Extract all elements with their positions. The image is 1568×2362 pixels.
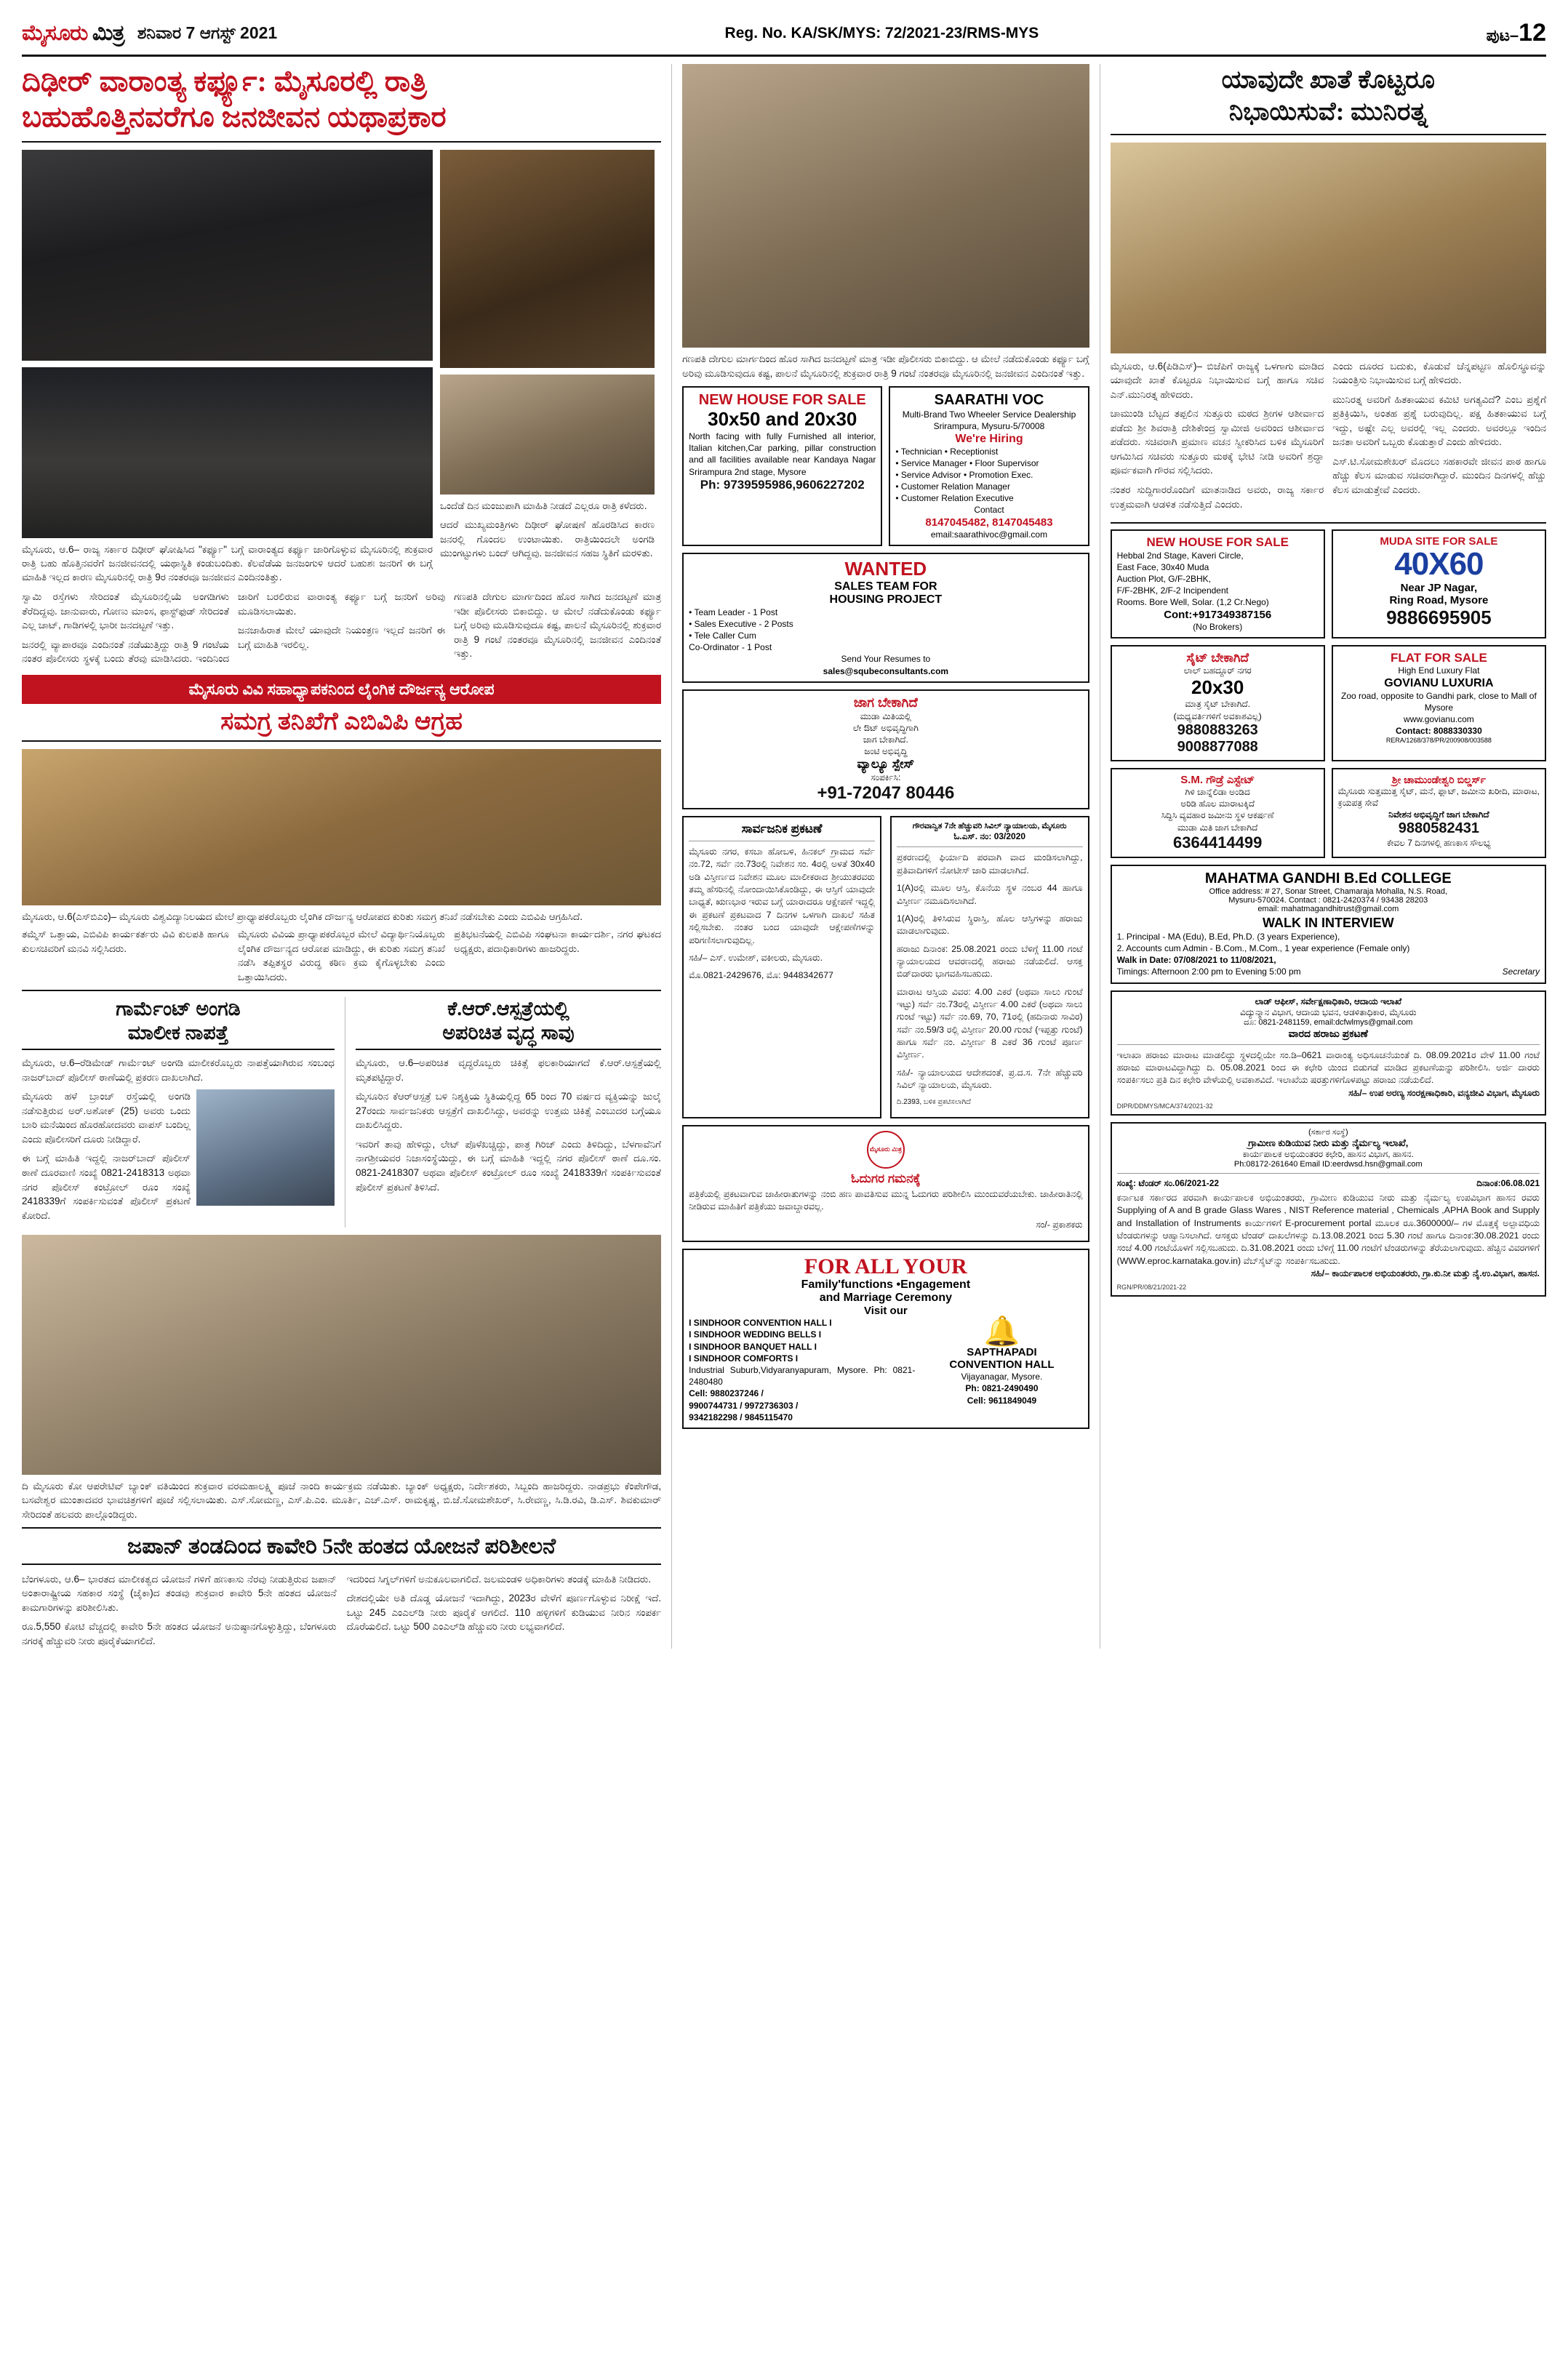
mahatma-addr2: Mysuru-570024. Contact : 0821-2420374 / 93438 28203	[1228, 895, 1428, 905]
hebbal-l2: East Face, 30x40 Muda	[1116, 561, 1209, 572]
logo-second: ಮಿತ್ರ	[92, 20, 124, 45]
saarathi-role1: • Technician • Receptionist	[895, 446, 999, 457]
muda-kn-l3: ಲೇ ಔಟ್ ಅಭಿವೃದ್ಧಿಗಾಗಿ	[852, 722, 919, 733]
wedding-l3: and Marriage Ceremony	[819, 1292, 952, 1305]
publication-date: ಶನಿವಾರ 7 ಆಗಸ್ಟ್ 2021	[137, 23, 278, 42]
shop-title-line2: ಮಾಲೀಕ ನಾಪತ್ತೆ	[127, 1021, 229, 1044]
flat-contact[interactable]: Contact: 8088330330	[1396, 726, 1482, 737]
logo-main: ಮೈಸೂರು	[22, 20, 88, 45]
reader-notice-sign: ಸಂ/- ಪ್ರಕಾಶಕರು	[1036, 1219, 1083, 1230]
ad-new-house-30x50[interactable]	[682, 386, 882, 546]
saarathi-sub1: Multi-Brand Two Wheeler Service Dealership	[902, 409, 1076, 420]
muda-site-loc1: Near JP Nagar,	[1400, 581, 1478, 594]
cdf-l2: ವಿದ್ಯುನ್ಮಾನ ವಿಭಾಗ, ಆದಾಯ ಭವನ, ಆಡಳಿತಾಧಿಕಾರ, ಮೈಸೂರು	[1239, 1006, 1417, 1017]
wedding-hall-cell[interactable]: Cell: 9611849049	[967, 1395, 1037, 1406]
chamundeshwari-l2: ಮೈಸೂರು ಸುತ್ತಮುತ್ತ ಸೈಟ್, ಮನೆ, ಫ್ಲಾಟ್, ಜಮೀನು ಖರೀದಿ, ಮಾರಾಟ, ಕ್ರಯಪತ್ರ ಸೇವೆ	[1337, 785, 1540, 809]
cdf-head: ವಾರದ ಹರಾಜು ಪ್ರಕಟಣೆ	[1288, 1027, 1368, 1039]
site-kn-ph2[interactable]: 9008877088	[1177, 738, 1258, 755]
right-col1-p2: ಚಾಮುಂಡಿ ಬೆಟ್ಟದ ತಪ್ಪಲಿನ ಸುತ್ತೂರು ಮಠದ ಶ್ರೀಗಳ ಆಶೀರ್ವಾದ ಪಡೆದು ಶ್ರೀ ಶಿವರಾತ್ರಿ ದೇಶಿಕೇಂದ್ರ ಸ್ವಾಮೀಜಿ ಅವರಿಂದ ಆಶೀರ್ವಾದ ಪಡೆದರು. ಸಚಿವರಾಗಿ ಪ್ರಮಾಣ ವಚನ ಸ್ವೀಕರಿಸಿದ ಬಳಿಕ ಮೈಸೂರಿಗೆ ಆಗಮಿಸಿದ ಸಚಿವರು ಸುತ್ತೂರು ಮಠಕ್ಕೆ ಭೇಟಿ ನೀಡಿ ಅವರಿಗೆ ಶ್ರದ್ಧಾ ಪೂರ್ವಕವಾಗಿ ಗೌರವ ಸಲ್ಲಿಸಿದರು.	[1110, 408, 1324, 476]
page-number-label	[1487, 19, 1546, 47]
gramin-sign: ಸಹಿ/– ಕಾರ್ಯಪಾಲಕ ಅಭಿಯಂತರರು, ಗ್ರಾ.ಕು.ನೀ ಮತ್ತು ನೈ.ಉ.ವಿಭಾಗ, ಹಾಸನ.	[1311, 1268, 1540, 1279]
lead-headline-line1: ದಿಢೀರ್ ವಾರಾಂತ್ಯ ಕರ್ಫ್ಯೂ: ಮೈಸೂರಲ್ಲಿ ರಾತ್ರಿ	[22, 65, 427, 97]
page-number: 12	[1519, 19, 1546, 47]
notices-row	[682, 816, 1089, 1124]
hospital-title-line1: ಕೆ.ಆರ್.ಆಸ್ಪತ್ರೆಯಲ್ಲಿ	[447, 998, 569, 1020]
flat-l1: High End Luxury Flat	[1398, 665, 1480, 676]
abvp-p2: ಮೈಸೂರು ವಿವಿಯ ಪ್ರಾಧ್ಯಾಪಕರೊಬ್ಬರ ಮೇಲೆ ವಿದ್ಯಾರ್ಥಿನಿಯೊಬ್ಬರು ಲೈಂಗಿಕ ದೌರ್ಜನ್ಯದ ಆರೋಪ ಮಾಡಿದ್ದು, ಈ ಕುರಿತು ಸಮಗ್ರ ತನಿಖೆ ನಡೆಸಿ ತಪ್ಪಿತಸ್ಥರ ವಿರುದ್ಧ ಕಠಿಣ ಕ್ರಮ ಕೈಗೊಳ್ಳಬೇಕು ಎಂದು ಒತ್ತಾಯಿಸಿದರು.	[238, 929, 446, 982]
gramin-l2: ಕಾರ್ಯಪಾಲಕ ಅಭಿಯಂತರರ ಕಛೇರಿ, ಹಾಸನ ವಿಭಾಗ, ಹಾಸನ.	[1242, 1148, 1414, 1159]
missing-man-portrait	[196, 1089, 335, 1206]
court-notice	[890, 816, 1089, 1118]
saarathi-phones[interactable]: 8147045482, 8147045483	[925, 516, 1053, 529]
court-p2: 1(A)ರಲ್ಲಿ ಮೂಲ ಆಸ್ತಿ, ಕೊನೆಯ ಸ್ಥಳ ನಂಬರ 44 ಹಾಗೂ ವಿಸ್ತೀರ್ಣ ನಮೂದಿಸಲಾಗಿದೆ.	[896, 883, 1083, 906]
middle-column	[682, 64, 1089, 1649]
cdf-phone[interactable]: ದೂ: 0821-2481159, email:dcfwlmys@gmail.com	[1244, 1017, 1413, 1027]
lead-body-p4: ಗಣಪತಿ ದೇಗುಲ ಮಾರ್ಗದಿಂದ ಹೊರ ಸಾಗಿದ ಜನದಟ್ಟಣೆ ಮಾತ್ರ ಇಡೀ ಪೊಲೀಸರು ಬಿಕಾಬಿದ್ದು. ಆ ಮೇಲೆ ನಡೆದುಕೊಂಡು ಕರ್ಫ್ಯೂ ಬಗ್ಗೆ ಅರಿವು ಮೂಡಿಸುವುದೂ ಕಷ್ಟ, ಪಾಲನೆ ಮೈಸೂರಿನಲ್ಲಿ ಶುಕ್ರವಾರ ರಾತ್ರಿ 9 ಗಂಟೆ ನಂತರವೂ ಮೈಸೂರಿನಲ್ಲಿ ಜನಜೀವನ ಎಂದಿನಂತೆ ಇತ್ತು.	[454, 591, 662, 660]
sm-l2: ಅರಿಡಿ ಹೊಲ ಮಾರಾಟಕ್ಕಿದೆ	[1180, 798, 1255, 809]
site-kn-l3: (ಮಧ್ಯವರ್ತಿಗಳಿಗೆ ಅವಕಾಶವಿಲ್ಲ)	[1173, 710, 1262, 721]
muda-site-size: 40X60	[1394, 546, 1484, 583]
court-notice-body	[897, 852, 1083, 1107]
ad-wanted-sales-team[interactable]	[682, 553, 1089, 683]
night-street-crowd-photo	[22, 150, 433, 361]
wedding-addr: Industrial Suburb,Vidyaranyapuram, Mysore. Ph: 0821-2480480	[689, 1364, 916, 1388]
hebbal-l3: Auction Plot, G/F-2BHK,	[1116, 574, 1211, 585]
site-kn-l1: ಲಾಲ್ ಬಹದ್ದೂರ್ ನಗರ	[1183, 665, 1252, 676]
wedding-bell-icon: 🔔	[983, 1316, 1020, 1348]
wedding-l4: Visit our	[863, 1305, 908, 1318]
ad-reader-notice	[682, 1125, 1089, 1243]
sm-phone[interactable]: 6364414499	[1173, 833, 1263, 852]
japan-headline: ಜಪಾನ್ ತಂಡದಿಂದ ಕಾವೇರಿ 5ನೇ ಹಂತದ ಯೋಜನೆ ಪರಿಶೀಲನೆ	[22, 1534, 661, 1565]
group-photo-caption: ದಿ ಮೈಸೂರು ಕೋ ಆಪರೇಟಿವ್ ಬ್ಯಾಂಕ್ ವತಿಯಿಂದ ಶುಕ್ರವಾರ ವರಮಹಾಲಕ್ಷ್ಮಿ ಪೂಜೆ ನಾಂದಿ ಕಾರ್ಯಕ್ರಮ ನಡೆಯಿತು. ಬ್ಯಾಂಕ್ ಅಧ್ಯಕ್ಷರು, ನಿರ್ದೇಶಕರು, ಸಿಬ್ಬಂದಿ ಹಾಜರಿದ್ದರು. ನಾಡಪ್ರಭು ಕೆಂಪೇಗೌಡ, ಬಸವೇಶ್ವರ ಮುಂತಾದವರ ಭಾವಚಿತ್ರಗಳಿಗೆ ಪೂಜೆ ಸಲ್ಲಿಸಲಾಯಿತು. ಎಸ್.ಸೋಮಣ್ಣ, ಎಸ್.ಪಿ.ಎಂ. ಮೂರ್ತಿ, ಎಚ್.ಎಸ್. ರಾಮಕೃಷ್ಣ, ಬಿ.ಜೆ.ಸೋಮಶೇಖರ್, ಸಿ.ರೇವಣ್ಣ, ಸಿ.ಡಿ.ರವಿ, ಡಿ.ಎಸ್. ಶಿವಕುಮಾರ್ ಸೇರಿದಂತೆ ಹಲವರು ಪಾಲ್ಗೊಂಡಿದ್ದರು.	[22, 1481, 662, 1520]
muda-kn-l4: ಜಾಗ ಬೇಕಾಗಿದೆ.	[863, 734, 908, 745]
ad-hebbal-house[interactable]	[1111, 529, 1325, 638]
right-col1-p3: ನಂತರ ಸುದ್ದಿಗಾರರೊಂದಿಗೆ ಮಾತನಾಡಿದ ಅವರು, ರಾಜ್ಯ ಸರ್ಕಾರ ಉತ್ತಮವಾಗಿ ಆಡಳಿತ ನಡೆಸುತ್ತಿದೆ ಎಂದರು.	[1110, 484, 1324, 510]
story-shop	[22, 997, 335, 1228]
wedding-ph1[interactable]: Cell: 9880237246 /	[689, 1388, 764, 1399]
lead-mid-p1: ಒಂದೆಡೆ ದಿನ ಮಂಜುಪಾಗಿ ಮಾಹಿತಿ ನೀಡದೆ ಎಲ್ಲರೂ ರಾತ್ರಿ ಕಳೆದರು.	[440, 500, 647, 511]
muda-kn-l5: ಜಂಟಿ ಅಭಿವೃದ್ಧಿ	[864, 746, 908, 757]
chamundeshwari-l1: ಶ್ರೀ ಚಾಮುಂಡೇಶ್ವರಿ ಬಿಲ್ಡರ್ಸ್	[1391, 773, 1486, 785]
public-notice-p3: ಮೊ.0821-2429676, ಮೊ: 9448342677	[689, 970, 833, 981]
hebbal-phone[interactable]: Cont:+917349387156	[1164, 608, 1272, 621]
ad-muda-space-wanted[interactable]	[682, 689, 1089, 810]
hospital-p1: ಮೈಸೂರು, ಆ.6–ಅಪರಿಚಿತ ವೃದ್ಧರೊಬ್ಬರು ಚಿಕಿತ್ಸೆ ಫಲಕಾರಿಯಾಗದೆ ಕೆ.ಆರ್.ಆಸ್ಪತ್ರೆಯಲ್ಲಿ ಮೃತಪಟ್ಟಿದ್ದಾರೆ.	[356, 1057, 661, 1083]
abvp-caption: ಮೈಸೂರು, ಆ.6(ಎಸ್‌ಬಿಎಂ)– ಮೈಸೂರು ವಿಶ್ವವಿದ್ಯಾನಿಲಯದ ಮೇಲೆ ಪ್ರಾಧ್ಯಾಪಕರೊಬ್ಬರು ಲೈಂಗಿಕ ದೌರ್ಜನ್ಯ ಆರೋಪದ ಕುರಿತು ಸಮಗ್ರ ತನಿಖೆ ನಡೆಸಬೇಕು ಎಂದು ಎಬಿವಿಪಿ ಆಗ್ರಹಿಸಿದೆ.	[22, 910, 583, 922]
right-col1	[1111, 359, 1324, 517]
abvp-p3: ಪ್ರತಿಭಟನೆಯಲ್ಲಿ ಎಬಿವಿಪಿ ಸಂಘಟನಾ ಕಾರ್ಯದರ್ಶಿ, ನಗರ ಘಟಕದ ಅಧ್ಯಕ್ಷರು, ಪದಾಧಿಕಾರಿಗಳು ಹಾಜರಿದ್ದರು.	[454, 929, 662, 954]
court-p5: ಮಾರಾಟ ಆಸ್ತಿಯ ವಿವರ: 4.00 ಎಕರೆ (ಅಥವಾ ಸಾಲು ಗುಂಟೆ ಇಟ್ಟು) ಸರ್ವೆ ನಂ.73ರಲ್ಲಿ ವಿಸ್ತೀರ್ಣ 4.00 ಎಕರೆ (ಅಥವಾ ಸಾಲು ಗುಂಟೆ ಇಟ್ಟು) ಸರ್ವೆ ನಂ.69, 70, 71ರಲ್ಲಿ (ಹದಿನಾರು ಸಾವಿರ) ಸರ್ವೆ ನಂ.59/3 ರಲ್ಲಿ ವಿಸ್ತೀರ್ಣ 20.00 ಗುಂಟೆ (ಇಪ್ಪತ್ತು ಗುಂಟೆ) ಹಾಗೂ ಸರ್ವೆ ನಂ. ವಿಸ್ತೀರ್ಣ 8 ಎಕರೆ 36 ಗುಂಟೆ ಪೂರ್ಣ ವಿಸ್ತೀರ್ಣ.	[896, 986, 1083, 1060]
wedding-l1: FOR ALL YOUR	[804, 1254, 967, 1279]
court-p3: 1(A)ರಲ್ಲಿ ತಿಳಿಸಿರುವ ಸ್ಥಿರಾಸ್ತಿ, ಹೊಲ ಆಸ್ತಿಗಳನ್ನು ಹರಾಜು ಮಾಡಲಾಗುವುದು.	[896, 913, 1083, 937]
lead-body-p3: ಜನಜಾಹಿರಾತ ಮೇಲೆ ಯಾವುದೇ ನಿಯಂತ್ರಣ ಇಲ್ಲದೆ ಜನರಿಗೆ ಈ ಬಗ್ಗೆ ಮಾಹಿತಿ ಇರಲಿಲ್ಲ.	[238, 625, 446, 650]
reader-notice-title: ಓದುಗರ ಗಮನಕ್ಕೆ	[851, 1171, 921, 1185]
mahatma-post2: 2. Accounts cum Admin - B.Com., M.Com., 1 year experience (Female only)	[1116, 942, 1410, 953]
muda-kn-brand: ವ್ಯಾಲ್ಯೂ ಸ್ಪೇಸ್	[857, 757, 915, 772]
mahatma-title: MAHATMA GANDHI B.Ed COLLEGE	[1204, 870, 1452, 886]
story-hospital	[356, 997, 661, 1228]
shop-p3: ಈ ಬಗ್ಗೆ ಮಾಹಿತಿ ಇದ್ದಲ್ಲಿ ನಾಜರ್‌ಬಾದ್ ಪೊಲೀಸ್ ಠಾಣೆ ದೂರವಾಣಿ ಸಂಖ್ಯೆ 0821-2418313 ಅಥವಾ ನಗರ ಪೊಲೀಸ್ ಕಂಟ್ರೋಲ್ ರೂಂ ಸಂಖ್ಯೆ 2418339ಗೆ ಸಂಪರ್ಕಿಸುವಂತೆ ಪೊಲೀಸ್ ಪ್ರಕಟಣೆ ಕೋರಿದೆ.	[22, 1153, 191, 1221]
court-p1: ಪ್ರಕರಣದಲ್ಲಿ ಫಿರ್ಯಾದಿ ಪರವಾಗಿ ವಾದ ಮಂಡಿಸಲಾಗಿದ್ದು, ಪ್ರತಿವಾದಿಗಳಿಗೆ ನೋಟೀಸ್ ಜಾರಿ ಮಾಡಲಾಗಿದೆ.	[896, 852, 1083, 876]
cdf-sign: ಸಹಿ/– ಉಪ ಅರಣ್ಯ ಸಂರಕ್ಷಣಾಧಿಕಾರಿ, ವನ್ಯಜೀವಿ ವಿಭಾಗ, ಮೈಸೂರು	[1348, 1087, 1540, 1098]
liquor-shop-crowd-photo	[440, 150, 655, 368]
mahatma-addr1: Office address: # 27, Sonar Street, Chamaraja Mohalla, N.S. Road,	[1209, 886, 1448, 896]
ad-flat-for-sale[interactable]	[1332, 645, 1546, 761]
wedding-item3: I SINDHOOR BANQUET HALL I	[689, 1341, 817, 1352]
page-label-text: ಪುಟ–	[1486, 26, 1519, 44]
gramin-tender-no: ಸಂಖ್ಯೆ: ಟೆಂಡರ್ ಸಂ.06/2021-22	[1116, 1177, 1220, 1188]
saarathi-role2: • Service Manager • Floor Supervisor	[895, 457, 1039, 468]
court-ref: ದಿ.2393, ಬಳಿಕ ಪ್ರಕಟಿಸಲಾಗಿದೆ	[896, 1097, 971, 1106]
public-notice-body	[689, 846, 875, 982]
site-kn-l2: ಮಾತ್ರ ಸೈಟ್ ಬೇಕಾಗಿದೆ.	[1185, 699, 1251, 710]
wanted-item3: • Tele Caller Cum	[689, 630, 756, 641]
ad-saarathi-voc[interactable]	[889, 386, 1089, 546]
cdf-l1: ಲಾಡ್ ಆಫೀಸ್, ಸರ್ವೇಕ್ಷಣಾಧಿಕಾರಿ, ಆದಾಯ ಇಲಾಖೆ	[1255, 996, 1402, 1006]
gramin-l1: ಗ್ರಾಮೀಣ ಕುಡಿಯುವ ನೀರು ಮತ್ತು ನೈರ್ಮಲ್ಯ ಇಲಾಖೆ,	[1248, 1137, 1409, 1148]
cdf-ref: DIPR/DDMYS/MCA/374/2021-32	[1116, 1102, 1213, 1110]
lead-mid-text	[440, 499, 655, 561]
mahatma-post1: 1. Principal - MA (Edu), B.Ed, Ph.D. (3 years Experience),	[1116, 931, 1340, 942]
shop-p2: ಮೈಸೂರು ಹಳೆ ಬ್ರಾಂಚ್ ರಸ್ತೆಯಲ್ಲಿ ಅಂಗಡಿ ನಡೆಸುತ್ತಿರುವ ಅರ್.ಅಶೋಕ್ (25) ಅವರು ಒಂದು ಬಾರಿ ಮನೆಯಿಂದ ಹೊರಹೋದವರು ವಾಪಸ್ ಬಂದಿಲ್ಲ ಎಂದು ಪೊಲೀಸರಿಗೆ ದೂರು ನೀಡಿದ್ದಾರೆ.	[22, 1091, 191, 1145]
lead-headline-line2: ಬಹುಹೊತ್ತಿನವರೆಗೂ ಜನಜೀವನ ಯಥಾಪ್ರಕಾರ	[22, 100, 447, 133]
right-col2	[1332, 359, 1546, 517]
bank-puja-group-photo	[22, 1235, 661, 1475]
mid-col-text	[682, 352, 1089, 380]
chamundeshwari-note: ಕೇವಲ 7 ದಿನಗಳಲ್ಲಿ ಹಣಕಾಸ ಸೌಲಭ್ಯ	[1387, 838, 1491, 849]
saarathi-role5: • Customer Relation Executive	[895, 493, 1014, 504]
public-notice	[682, 816, 881, 1118]
shop-title-line1: ಗಾರ್ಮೆಂಟ್ ಅಂಗಡಿ	[116, 998, 241, 1020]
japan-p3: ಇದರಿಂದ ಸಿಗ್ನಲ್‌ಗಳಿಗೆ ಅನುಕೂಲವಾಗಲಿದೆ. ಜಲಮಂಡಳಿ ಅಧಿಕಾರಿಗಳು ತಂಡಕ್ಕೆ ಮಾಹಿತಿ ನೀಡಿದರು.	[346, 1573, 652, 1585]
flat-title: FLAT FOR SALE	[1390, 650, 1487, 665]
court-p4: ಹರಾಜು ದಿನಾಂಕ: 25.08.2021 ರಂದು ಬೆಳಿಗ್ಗೆ 11.00 ಗಂಟೆ ನ್ಯಾಯಾಲಯದ ಆವರಣದಲ್ಲಿ ಹರಾಜು ನಡೆಯಲಿದೆ. ಆಸಕ್ತ ಬಿಡ್‌ದಾರರು ಭಾಗವಹಿಸಬಹುದು.	[896, 943, 1083, 980]
muda-kn-phone[interactable]: +91-72047 80446	[817, 783, 955, 804]
right-col2-p2: ಮುನಿರತ್ನ ಅವರಿಗೆ ಹಿತಕಾಯುವ ಕಮಿಟಿ ಅಗತ್ಯವಿದೆ? ಎಂಬ ಪ್ರಶ್ನೆಗೆ ಪ್ರತಿಕ್ರಿಯಿಸಿ, ಅಂತಹ ಪ್ರಶ್ನೆ ಬರುವುದಿಲ್ಲ. ಪಕ್ಷ ಹಿತಕಾಯುವ ಬಗ್ಗೆ ಇದ್ದು, ಅಷ್ಟೇ ಎಲ್ಲ ಅವರಲ್ಲಿ ಇಲ್ಲ ಎಂದರು. ಅವರಲ್ಲೂ ಇಂದಿನ ಜನತಾ ಅವರಿಗೆ ಒಬ್ಬರು ಕೊಡುತ್ತಾರೆ ಎಂದು ಹೇಳಿದರು.	[1332, 393, 1546, 448]
masthead	[22, 19, 1546, 57]
abvp-headline: ಸಮಗ್ರ ತನಿಖೆಗೆ ಎಬಿವಿಪಿ ಆಗ್ರಹ	[22, 708, 661, 742]
abvp-body	[22, 927, 661, 984]
public-notice-title: ಸಾರ್ವಜನಿಕ ಪ್ರಕಟಣೆ	[741, 822, 823, 836]
reader-notice-p: ಪತ್ರಿಕೆಯಲ್ಲಿ ಪ್ರಕಟವಾಗುವ ಜಾಹೀರಾತುಗಳನ್ನು ನಂಬಿ ಹಣ ಪಾವತಿಸುವ ಮುನ್ನ ಓದುಗರು ಪರಿಶೀಲಿಸಿ ಮುಂದುವರೆಯಬೇಕು. ಜಾಹೀರಾತಿನಲ್ಲಿ ನೀಡಿರುವ ಮಾಹಿತಿಗೆ ಪತ್ರಿಕೆಯು ಜವಾಬ್ದಾರವಲ್ಲ.	[689, 1189, 1083, 1212]
seal-text: ಮೈಸೂರು ಮಿತ್ರ	[869, 1145, 902, 1153]
saarathi-title: SAARATHI VOC	[934, 392, 1044, 409]
lead-body-p1: ಸ್ವಾಮಿ ರಸ್ತೆಗಳು ಸೇರಿದಂತೆ ಮೈಸೂರಿನಲ್ಲಿಯೆ ಅಂಗಡಿಗಳು ತೆರೆದಿದ್ದವು. ಜಾನುವಾರು, ಗೋಣು ಮಾಂಸ, ಫಾಸ್ಟ್‌ಫುಡ್ ಸೇರಿದಂತೆ ಎಲ್ಲ ಚಾಟ್, ಗಾಡಿಗಳಲ್ಲಿ ಭಾರೀ ಜನದಟ್ಟಣೆ ಇತ್ತು.	[22, 591, 230, 631]
ad-sm-gowda-estate[interactable]	[1111, 768, 1325, 858]
gramin-ref: RGN/PR/08/21/2021-22	[1116, 1283, 1187, 1291]
right-headline-line2: ನಿಭಾಯಿಸುವೆ: ಮುನಿರತ್ನ	[1228, 97, 1428, 126]
wanted-item4: Co-Ordinator - 1 Post	[689, 642, 772, 653]
lead-body-p2: ಜನರಲ್ಲಿ ವ್ಯಾಪಾರವೂ ಎಂದಿನಂತೆ ನಡೆಯುತ್ತಿದ್ದು ರಾತ್ರಿ 9 ಗಂಟೆಯ ನಂತರ ಪೊಲೀಸರು ಸ್ಥಳಕ್ಕೆ ಬಂದು ತೆರವು ಮಾಡಿಸಿದರು. ಇಂದಿನಿಂದ ಜಾರಿಗೆ ಬರಲಿರುವ ವಾರಾಂತ್ಯ ಕರ್ಫ್ಯೂ ಬಗ್ಗೆ ಜನರಿಗೆ ಅರಿವು ಮೂಡಿಸಲಾಯಿತು.	[22, 591, 446, 665]
saarathi-role3: • Service Advisor • Promotion Exec.	[895, 469, 1033, 480]
empty-street-night-photo	[22, 367, 433, 538]
right-headline-line1: ಯಾವುದೇ ಖಾತೆ ಕೊಟ್ಟರೂ	[1221, 65, 1436, 94]
lead-body-text	[22, 590, 661, 666]
mahatma-addr3[interactable]: email: mahatmagandhitrust@gmail.com	[1257, 904, 1399, 913]
wedding-hall-ph[interactable]: Ph: 0821-2490490	[965, 1383, 1039, 1394]
saarathi-hiring: We're Hiring	[955, 432, 1023, 445]
hebbal-note: (No Brokers)	[1193, 621, 1243, 632]
left-column	[22, 64, 661, 1649]
right-col1-p1: ಮೈಸೂರು, ಆ.6(ಪಿಡಿಎಸ್)– ಬಿಜೆಪಿಗೆ ರಾಜ್ಯಕ್ಕೆ ಒಳಗಾಗು ಮಾಡಿದ ಯಾವುದೇ ಖಾತೆ ಕೊಟ್ಟರೂ ನಿಭಾಯಿಸುವ ಬಗ್ಗೆ ಹಾಗೂ ಸಚಿವ ಎನ್.ಮುನಿರತ್ನ ಹೇಳಿದರು.	[1110, 360, 1324, 400]
shop-story-body	[22, 1056, 335, 1222]
abvp-p1: ತಮ್ಮೆಸ್ ಒತ್ತಾಯ, ಎಬಿವಿಪಿ ಕಾರ್ಯಕರ್ತರು ವಿವಿ ಕುಲಪತಿ ಹಾಗೂ ಕುಲಸಚಿವರಿಗೆ ಮನವಿ ಸಲ್ಲಿಸಿದರು.	[22, 929, 230, 954]
flat-l4[interactable]: www.govianu.com	[1404, 713, 1474, 724]
hebbal-l1: Hebbal 2nd Stage, Kaveri Circle,	[1116, 550, 1244, 561]
japan-p2: ರೂ.5,550 ಕೋಟಿ ವೆಚ್ಚದಲ್ಲಿ ಕಾವೇರಿ 5ನೇ ಹಂತದ ಯೋಜನೆ ಅನುಷ್ಠಾನಗೊಳ್ಳುತ್ತಿದ್ದು, ಬೆಂಗಳೂರು ನಗರಕ್ಕೆ ಹೆಚ್ಚುವರಿ ನೀರು ಪೂರೈಕೆಯಾಗಲಿದೆ.	[22, 1621, 337, 1646]
court-notice-head: ಗೌರವಾನ್ವಿತ 7ನೇ ಹೆಚ್ಚುವರಿ ಸಿವಿಲ್ ನ್ಯಾಯಾಲಯ, ಮೈಸೂರು	[912, 822, 1067, 831]
new-house-desc: North facing with fully Furnished all interior, Italian kitchen,Car parking, pillar construction and all facilities available near Kandaya Nagar Srirampura 2nd stage, Mysore	[689, 431, 876, 477]
japan-p4: ದೇಶದಲ್ಲಿಯೇ ಅತಿ ದೊಡ್ಡ ಯೋಜನೆ ಇದಾಗಿದ್ದು, 2023ರ ವೇಳೆಗೆ ಪೂರ್ಣಗೊಳ್ಳುವ ನಿರೀಕ್ಷೆ ಇದೆ. ಒಟ್ಟು 245 ಎಂಎಲ್‌ಡಿ ನೀರು ಪೂರೈಕೆ ಆಗಲಿದೆ. 110 ಹಳ್ಳಿಗಳಿಗೆ ಕುಡಿಯುವ ನೀರಿನ ಸಂಪರ್ಕ ದೊರೆಯಲಿದೆ. ಒಟ್ಟು 500 ಎಂಎಲ್‌ಡಿ ಹೆಚ್ಚುವರಿ ನೀರು ಲಭ್ಯವಾಗಲಿದೆ.	[346, 1593, 662, 1633]
wedding-l2: Family'functions •Engagement	[801, 1278, 971, 1292]
wedding-hall2: CONVENTION HALL	[949, 1358, 1055, 1372]
abvp-banner: ಮೈಸೂರು ವಿವಿ ಸಹಾಧ್ಯಾಪಕನಿಂದ ಲೈಂಗಿಕ ದೌರ್ಜನ್ಯ ಆರೋಪ	[22, 675, 661, 704]
page-body	[22, 64, 1546, 1649]
wedding-ph2[interactable]: 9900744731 / 9972736303 /	[689, 1400, 799, 1411]
sm-title: S.M. ಗೌಡ್ರೆ ಎಸ್ಟೇಟ್	[1180, 773, 1255, 786]
court-p6: ಸಹಿ/- ನ್ಯಾಯಾಲಯದ ಆದೇಶದಂತೆ, ಪ್ರ.ದ.ಸ. 7ನೇ ಹೆಚ್ಚುವರಿ ಸಿವಿಲ್ ನ್ಯಾಯಾಲಯ, ಮೈಸೂರು.	[896, 1067, 1083, 1091]
hospital-story-body	[356, 1056, 661, 1194]
saarathi-email[interactable]: email:saarathivoc@gmail.com	[930, 529, 1048, 540]
mahatma-time: Timings: Afternoon 2:00 pm to Evening 5:00 pm	[1116, 966, 1301, 977]
mysore-mitra-seal-icon	[867, 1131, 905, 1169]
lead-photo-row	[22, 150, 661, 584]
muda-kn-sub: ಸಂಪರ್ಕಿಸಿ:	[871, 772, 901, 783]
muda-site-loc2: Ring Road, Mysore	[1389, 593, 1489, 606]
right-lead-body	[1111, 359, 1546, 517]
ad-forest-dept-notice	[1111, 990, 1546, 1116]
ad-muda-site-40x60[interactable]	[1332, 529, 1546, 638]
saarathi-contact-label: Contact	[974, 505, 1004, 516]
right-col2-p3: ಎಸ್.ಟಿ.ಸೋಮಶೇಖರ್ ಮೊದಲು ಸಹಕಾರವೇ ಜೀವನ ಪಾಠ ಹಾಗೂ ಹೆಚ್ಚು ಕೆಲಸ ಮಾಡುವ ಸಚಿವರಾಗಿದ್ದಾರೆ. ಮುಂದಿನ ದಿನಗಳಲ್ಲಿ ಹೆಚ್ಚು ಕೆಲಸ ಮಾಡುತ್ತೇವೆ ಎಂದರು.	[1332, 455, 1546, 495]
swamiji-felicitation-photo	[1111, 143, 1546, 353]
shop-p1: ಮೈಸೂರು, ಆ.6–ರೆಡಿಮೇಡ್ ಗಾರ್ಮೆಂಟ್ ಅಂಗಡಿ ಮಾಲೀಕರೊಬ್ಬರು ನಾಪತ್ತೆಯಾಗಿರುವ ಸಂಬಂಧ ನಾಜರ್‌ಬಾದ್ ಪೊಲೀಸ್ ಠಾಣೆಯಲ್ಲಿ ಪ್ರಕರಣ ದಾಖಲಾಗಿದೆ.	[22, 1057, 335, 1083]
chamundeshwari-l3: ನಿವೇಶನ ಅಭಿವೃದ್ಧಿಗೆ ಜಾಗ ಬೇಕಾಗಿದೆ	[1388, 809, 1489, 820]
hebbal-l5: Rooms. Bore Well, Solar. (1,2 Cr.Nego)	[1116, 597, 1269, 608]
wedding-item1: I SINDHOOR CONVENTION HALL I	[689, 1318, 832, 1329]
reader-notice-body	[689, 1188, 1082, 1231]
mahatma-time-row	[1117, 966, 1540, 977]
new-house-phone[interactable]: Ph: 9739595986,9606227202	[700, 477, 865, 492]
wanted-footer2[interactable]: sales@squbeconsultants.com	[823, 665, 949, 676]
new-house-size: 30x50 and 20x30	[708, 408, 857, 431]
crowd-market-photo	[682, 64, 1089, 348]
lead-caption: ಮೈಸೂರು, ಆ.6– ರಾಜ್ಯ ಸರ್ಕಾರ ದಿಢೀರ್ ಘೋಷಿಸಿದ "ಕರ್ಫ್ಯೂ" ಬಗ್ಗೆ ವಾರಾಂತ್ಯದ ಕರ್ಫ್ಯೂ ಜಾರಿಗೊಳ್ಳುವ ಮೈಸೂರಿನಲ್ಲಿ ಶುಕ್ರವಾರ ರಾತ್ರಿ ಬಹು ಹೊತ್ತಿನವರೆಗೆ ಜನಜೀವನದಲ್ಲಿ ಯಥಾಸ್ಥಿತಿ ಕಂಡುಬಂದಿತು. ಕೆಲವೆಡೆಯ ಜನಜಂಗುಳಿ ಆದರೆ ಬಹುಶಃ ಜನರಿಗೆ ಈ ಬಗ್ಗೆ ಮಾಹಿತಿ ಇಲ್ಲದ ಕಾರಣ ಮೈಸೂರಿನಲ್ಲಿ ರಾತ್ರಿ 9ರ ನಂತರವೂ ಜನಜೀವನ ಎಂದಿನಂತಿತ್ತು.	[22, 543, 433, 583]
saarathi-sub2: Srirampura, Mysuru-5/70008	[933, 421, 1045, 432]
chamundeshwari-phone[interactable]: 9880582431	[1398, 820, 1480, 837]
wedding-hall3: Vijayanagar, Mysore.	[961, 1372, 1043, 1382]
flat-l2: GOVIANU LUXURIA	[1384, 676, 1494, 689]
cdf-body: ಇಲಾಖಾ ಹರಾಜು ಮಾರಾಟ ಮಾಡಲಿದ್ದು ಸ್ಥಳದಲ್ಲಿಯೇ ಸಂ.ಡಿ–0621 ವಾರಾಂತ್ಯ ಅಧಿಸೂಚನೆಯಂತೆ ದಿ. 08.09.2021ರ ವೇಳೆ 11.00 ಗಂಟೆ ಹರಾಜು ಮಾರಾಟವಿದ್ದಾಗಿದ್ದು ದಿ. 05.08.2021 ರಿಂದ ಈ ಕಛೇರಿ ಯಿಂದ ಬಿಡುಗಡೆ ಮಾಡಿದ ಪ್ರಕಟಣೆಯನ್ನು ಪರಿಶೀಲಿಸಿ. ಅರ್ಜಿ ದಾರರು ಸಂಪರ್ಕಿಸಲು ಪ್ರತಿ ದಿನ ಕಛೇರಿ ವೇಳೆಯಲ್ಲಿ ಅವಕಾಶವಿದೆ. ಇಲಾಖೆಯ ಷರತ್ತುಗಳಿಗೊಳಪಟ್ಟು ಹರಾಜು ನಡೆಯಲಿದೆ.	[1116, 1049, 1540, 1086]
hospital-p3: ಇವರಿಗೆ ತಾವು ಹೇಳಿದ್ದು, ಲೇಟ್ ಪೊಳೆಖಚ್ಚಿದ್ದು, ಪಾತ್ರ ಗಿರಿಜ್ ಎಂದು ತಿಳಿದಿದ್ದು, ಬೆಳಗಾವೆನಿಗೆ ನಾಗಶ್ರೀಯವರ ನಿಜಾಸಂಸ್ಥೆಯಿದ್ದು, ಈ ಬಗ್ಗೆ ಮಾಹಿತಿ ಇದ್ದಲ್ಲಿ ನಗರ ಪೊಲೀಸ್ ಠಾಣೆ ದೂ.ಸಂ. 0821-2418307 ಅಥವಾ ಪೊಲೀಸ್ ಕಂಟ್ರೋಲ್ ರೂಂ ಸಂಖ್ಯೆ 2418339ಗೆ ಸಂಪರ್ಕಿಸುವಂತೆ ಪೊಲೀಸ್ ಪ್ರಕಟಣೆ ತಿಳಿಸಿದೆ.	[356, 1138, 661, 1193]
flat-l3: Zoo road, opposite to Gandhi park, close to Mall of Mysore	[1340, 690, 1537, 713]
gramin-head-top: (ಸರ್ಕಾರ ಸಂಸ್ಥೆ)	[1308, 1127, 1348, 1137]
hospital-title-line2: ಅಪರಿಚಿತ ವೃದ್ಧ ಸಾವು	[442, 1021, 575, 1044]
muda-kn-l1: ಜಾಗ ಬೇಕಾಗಿದೆ	[853, 694, 918, 710]
wanted-item1: • Team Leader - 1 Post	[689, 606, 778, 617]
hebbal-title: NEW HOUSE FOR SALE	[1146, 535, 1289, 550]
two-small-stories	[22, 997, 661, 1228]
wedding-ph3[interactable]: 9342182298 / 9845115470	[689, 1412, 793, 1422]
sm-l4: ಮುಡಾ ಮಿತಿ ಜಾಗ ಬೇಕಾಗಿದೆ	[1177, 822, 1258, 833]
japan-p1: ಬೆಂಗಳೂರು, ಆ.6– ಭಾರತದ ಮಾಲೀಕತ್ವದ ಯೋಜನೆ ಗಳಿಗೆ ಹಣಕಾಸು ನೆರವು ನೀಡುತ್ತಿರುವ ಜಪಾನ್ ಅಂತಾರಾಷ್ಟ್ರೀಯ ಸಹಕಾರ ಸಂಸ್ಥೆ (ಜೈಕಾ)ದ ತಂಡವು ಶುಕ್ರವಾರ ಕಾವೇರಿ 5ನೇ ಹಂತದ ಯೋಜನೆ ಕಾಮಗಾರಿಗಳನ್ನು ಪರಿಶೀಲಿಸಿತು.	[22, 1573, 337, 1613]
wanted-footer1: Send Your Resumes to	[841, 654, 931, 665]
abvp-protest-photo	[22, 749, 661, 905]
right-col2-p1: ಎಂದು ದೂರದ ಬದುಕು, ಕೊಡುವೆ ಚೆನ್ನಪಟ್ಟಣ ಹೊಲಿಸ್ಥೂವನ್ನು ನಿಯಂತ್ರಿಸು ನಿಭಾಯಿಸುವ ಬಗ್ಗೆ ಹೇಳಿದರು.	[1332, 360, 1546, 386]
mahatma-walkin: WALK IN INTERVIEW	[1262, 915, 1394, 930]
site-kn-ph1[interactable]: 9880883263	[1177, 721, 1258, 738]
ad-mahatma-gandhi-bed-college[interactable]	[1111, 865, 1546, 984]
public-notice-p1: ಮೈಸೂರು ನಗರ, ಕಸಬಾ ಹೋಬಳಿ, ಹಿನಕಲ್ ಗ್ರಾಮದ ಸರ್ವೆ ನಂ.72, ಸರ್ವೆ ನಂ.73ರಲ್ಲಿ ನಿವೇಶನ ಸಂ. 4ರಲ್ಲಿ ಅಳತೆ 30x40 ಅಡಿ ವಿಸ್ತೀರ್ಣದ ನಿವೇಶನ ಮೂಲ ಮಾಲೀಕರಾದ ಶ್ರೀಯುತರವರು ತಮ್ಮ ಹೆಸರಿನಲ್ಲಿ ನೋಂದಾಯಿಸಿಕೊಂಡಿದ್ದು, ಈ ಆಸ್ತಿಗೆ ಯಾವುದೇ ಬಾಧ್ಯತೆ, ಋಣಭಾರ ಇರುವ ಬಗ್ಗೆ ಯಾರಾದರೂ ಆಕ್ಷೇಪಣೆ ಇದ್ದಲ್ಲಿ ಈ ಪ್ರಕಟಣೆ ಪ್ರಕಟವಾದ 7 ದಿನಗಳ ಒಳಗಾಗಿ ದಾಖಲೆ ಸಹಿತ ಸಲ್ಲಿಸಬೇಕು. ನಂತರ ಬಂದ ಯಾವುದೇ ಆಕ್ಷೇಪಣೆಗಳನ್ನು ಪರಿಗಣಿಸಲಾಗುವುದಿಲ್ಲ.	[689, 846, 875, 945]
ad-sapthapadi-wedding[interactable]	[682, 1249, 1089, 1429]
mid-col-p1: ಗಣಪತಿ ದೇಗುಲ ಮಾರ್ಗದಿಂದ ಹೊರ ಸಾಗಿದ ಜನದಟ್ಟಣೆ ಮಾತ್ರ ಇಡೀ ಪೊಲೀಸರು ಬಿಕಾಬಿದ್ದು. ಆ ಮೇಲೆ ನಡೆದುಕೊಂಡು ಕರ್ಫ್ಯೂ ಬಗ್ಗೆ ಅರಿವು ಮೂಡಿಸುವುದೂ ಕಷ್ಟ, ಪಾಲನೆ ಮೈಸೂರಿನಲ್ಲಿ ಶುಕ್ರವಾರ ರಾತ್ರಿ 9 ಗಂಟೆ ನಂತರವೂ ಮೈಸೂರಿನಲ್ಲಿ ಜನಜೀವನ ಎಂದಿನಂತೆ ಇತ್ತು.	[682, 353, 1089, 379]
muda-kn-l2: ಮುಡಾ ಮಿತಿಯಲ್ಲಿ	[860, 710, 911, 721]
gramin-date: ದಿನಾಂಕ:06.08.021	[1476, 1177, 1540, 1188]
public-notice-p2: ಸಹಿ/– ಎಸ್. ಉಮೇಶ್, ವಕೀಲರು, ಮೈಸೂರು.	[689, 952, 823, 963]
gramin-body: ಕರ್ನಾಟಕ ಸರ್ಕಾರದ ಪರವಾಗಿ ಕಾರ್ಯಪಾಲಕ ಅಭಿಯಂತರರು, ಗ್ರಾಮೀಣ ಕುಡಿಯುವ ನೀರು ಮತ್ತು ನೈರ್ಮಲ್ಯ ಉಪವಿಭಾಗ ಹಾಸನ ರವರು Supplying of A and B grade Glass Wares , NIST Reference material , Chemicals ,APHA Book and Supply and Installation of Instruments ಕಾರ್ಯಗಳಿಗೆ E-procurement portal ಮೂಲಕ ರೂ.3600000/– ಗಳ ಮೊತ್ತಕ್ಕೆ ಅಲ್ಪಾವಧಿಯ ಟೆಂಡರುಗಳನ್ನು ಆಹ್ವಾನಿಸಲಾಗಿದೆ. ಆಸಕ್ತರು ಟೆಂಡರ್ ದಾಖಲೆಗಳನ್ನು ದಿ.13.08.2021 ರಿಂದ 5.30 ಗಂಟೆ ಹಾಗೂ ದಿನಾಂಕ:30.08.2021 ರಂದು ಸಂಜೆ 4.00 ಗಂಟೆಯೊಳಗೆ ಸಲ್ಲಿಸಬಹುದು. ದಿ.31.08.2021 ರಂದು ಬೆಳಿಗ್ಗೆ 11.00 ಗಂಟೆಗೆ ಟೆಂಡರುಗಳನ್ನು ತೆರೆಯಲಾಗುವುದು. ಹೆಚ್ಚಿನ ವಿವರಗಳಿಗೆ (WWW.eproc.karnataka.gov.in) ವೆಬ್‌ಸೈಟ್‌ನ್ನು ಸಂಪರ್ಕಿಸಬಹುದು.	[1116, 1192, 1540, 1266]
registration-number: Reg. No. KA/SK/MYS: 72/2021-23/RMS-MYS	[724, 24, 1039, 41]
sm-l1: ಗಿಳಿ ಚಾನ್ನೆಲಿಡಾ ಅಂಡಿದ	[1185, 787, 1250, 798]
new-house-title: NEW HOUSE FOR SALE	[698, 392, 866, 409]
muda-site-title: MUDA SITE FOR SALE	[1380, 535, 1498, 548]
wanted-sub1: SALES TEAM FOR	[834, 580, 937, 593]
hebbal-l4: F/F-2BHK, 2/F-2 Incipendent	[1116, 585, 1228, 596]
right-column	[1111, 64, 1546, 1649]
mahatma-date: Walk in Date: 07/08/2021 to 11/08/2021,	[1116, 955, 1276, 966]
wanted-item2: • Sales Executive - 2 Posts	[689, 618, 793, 629]
saarathi-role4: • Customer Relation Manager	[895, 481, 1010, 492]
ad-site-wanted-kn[interactable]	[1111, 645, 1325, 761]
right-lead-headline	[1111, 64, 1546, 135]
wedding-item4: I SINDHOOR COMFORTS I	[689, 1353, 799, 1364]
sm-l3: ಸಿದ್ದಿಸಿ ವ್ಯವಹಾರ ಜಮೀನು ಸ್ಥಳ ಆಕರ್ಷಣೆ	[1161, 810, 1274, 821]
japan-body	[22, 1572, 661, 1649]
mahatma-sign: Secretary	[1502, 966, 1540, 977]
muda-site-phone[interactable]: 9886695905	[1386, 606, 1492, 628]
newspaper-logo	[22, 21, 137, 46]
lead-mid-p2: ಆದರೆ ಮುಖ್ಯಮಂತ್ರಿಗಳು ದಿಢೀರ್ ಘೋಷಣೆ ಹೊರಡಿಸಿದ ಕಾರಣ ಜನರಲ್ಲಿ ಗೊಂದಲ ಉಂಟಾಯಿತು. ರಾತ್ರಿಯಿಂದಲೇ ಅಂಗಡಿ ಮುಂಗಟ್ಟುಗಳು ಬಂದ್ ಆಗಿದ್ದವು. ಜನಜೀವನ ಸಹಜ ಸ್ಥಿತಿಗೆ ಮರಳಿತು.	[440, 519, 655, 559]
wedding-item2: I SINDHOOR WEDDING BELLS I	[689, 1329, 822, 1340]
ad-rural-water-tender	[1111, 1122, 1546, 1297]
lead-headline	[22, 64, 661, 143]
gramin-l3[interactable]: Ph:08172-261640 Email ID:eerdwsd.hsn@gmail.com	[1233, 1159, 1423, 1169]
wanted-sub2: HOUSING PROJECT	[829, 593, 943, 606]
hospital-story-title	[356, 997, 661, 1050]
wedding-hall1: SAPTHAPADI	[967, 1346, 1037, 1359]
wanted-title: WANTED	[844, 557, 927, 580]
vegetable-market-night-photo	[440, 375, 655, 495]
site-kn-title: ಸೈಟ್ ಬೇಕಾಗಿದೆ	[1186, 650, 1249, 665]
ad-sri-chamundeshwari-builders[interactable]	[1332, 768, 1546, 858]
hospital-p2: ಮೈಸೂರಿನ ಕೆಆರ್‌ಆಸ್ಪತ್ರೆ ಬಳಿ ನಿಶ್ಶಕ್ತಿಯ ಸ್ಥಿತಿಯಲ್ಲಿದ್ದ 65 ರಿಂದ 70 ವರ್ಷದ ವ್ಯಕ್ತಿಯನ್ನು ಜುಲೈ 27ರಂದು ಸಾರ್ವಜನಿಕರು ಆಸ್ಪತ್ರೆಗೆ ದಾಖಲಿಸಿದ್ದು, ಅವರನ್ನು ಉತ್ತಮ ಚಿಕಿತ್ಸೆ ಎಂಬುದರ ಬಗ್ಗೆಯೂ ದಾಖಲಿಸಿದ್ದರು.	[356, 1091, 661, 1131]
shop-story-title	[22, 997, 335, 1050]
site-kn-size: 20x30	[1191, 676, 1244, 698]
flat-rera: RERA/1268/378/PR/200908/003588	[1385, 737, 1492, 745]
court-notice-case: ಓ.ಎಸ್. ನಂ: 03/2020	[953, 831, 1026, 842]
